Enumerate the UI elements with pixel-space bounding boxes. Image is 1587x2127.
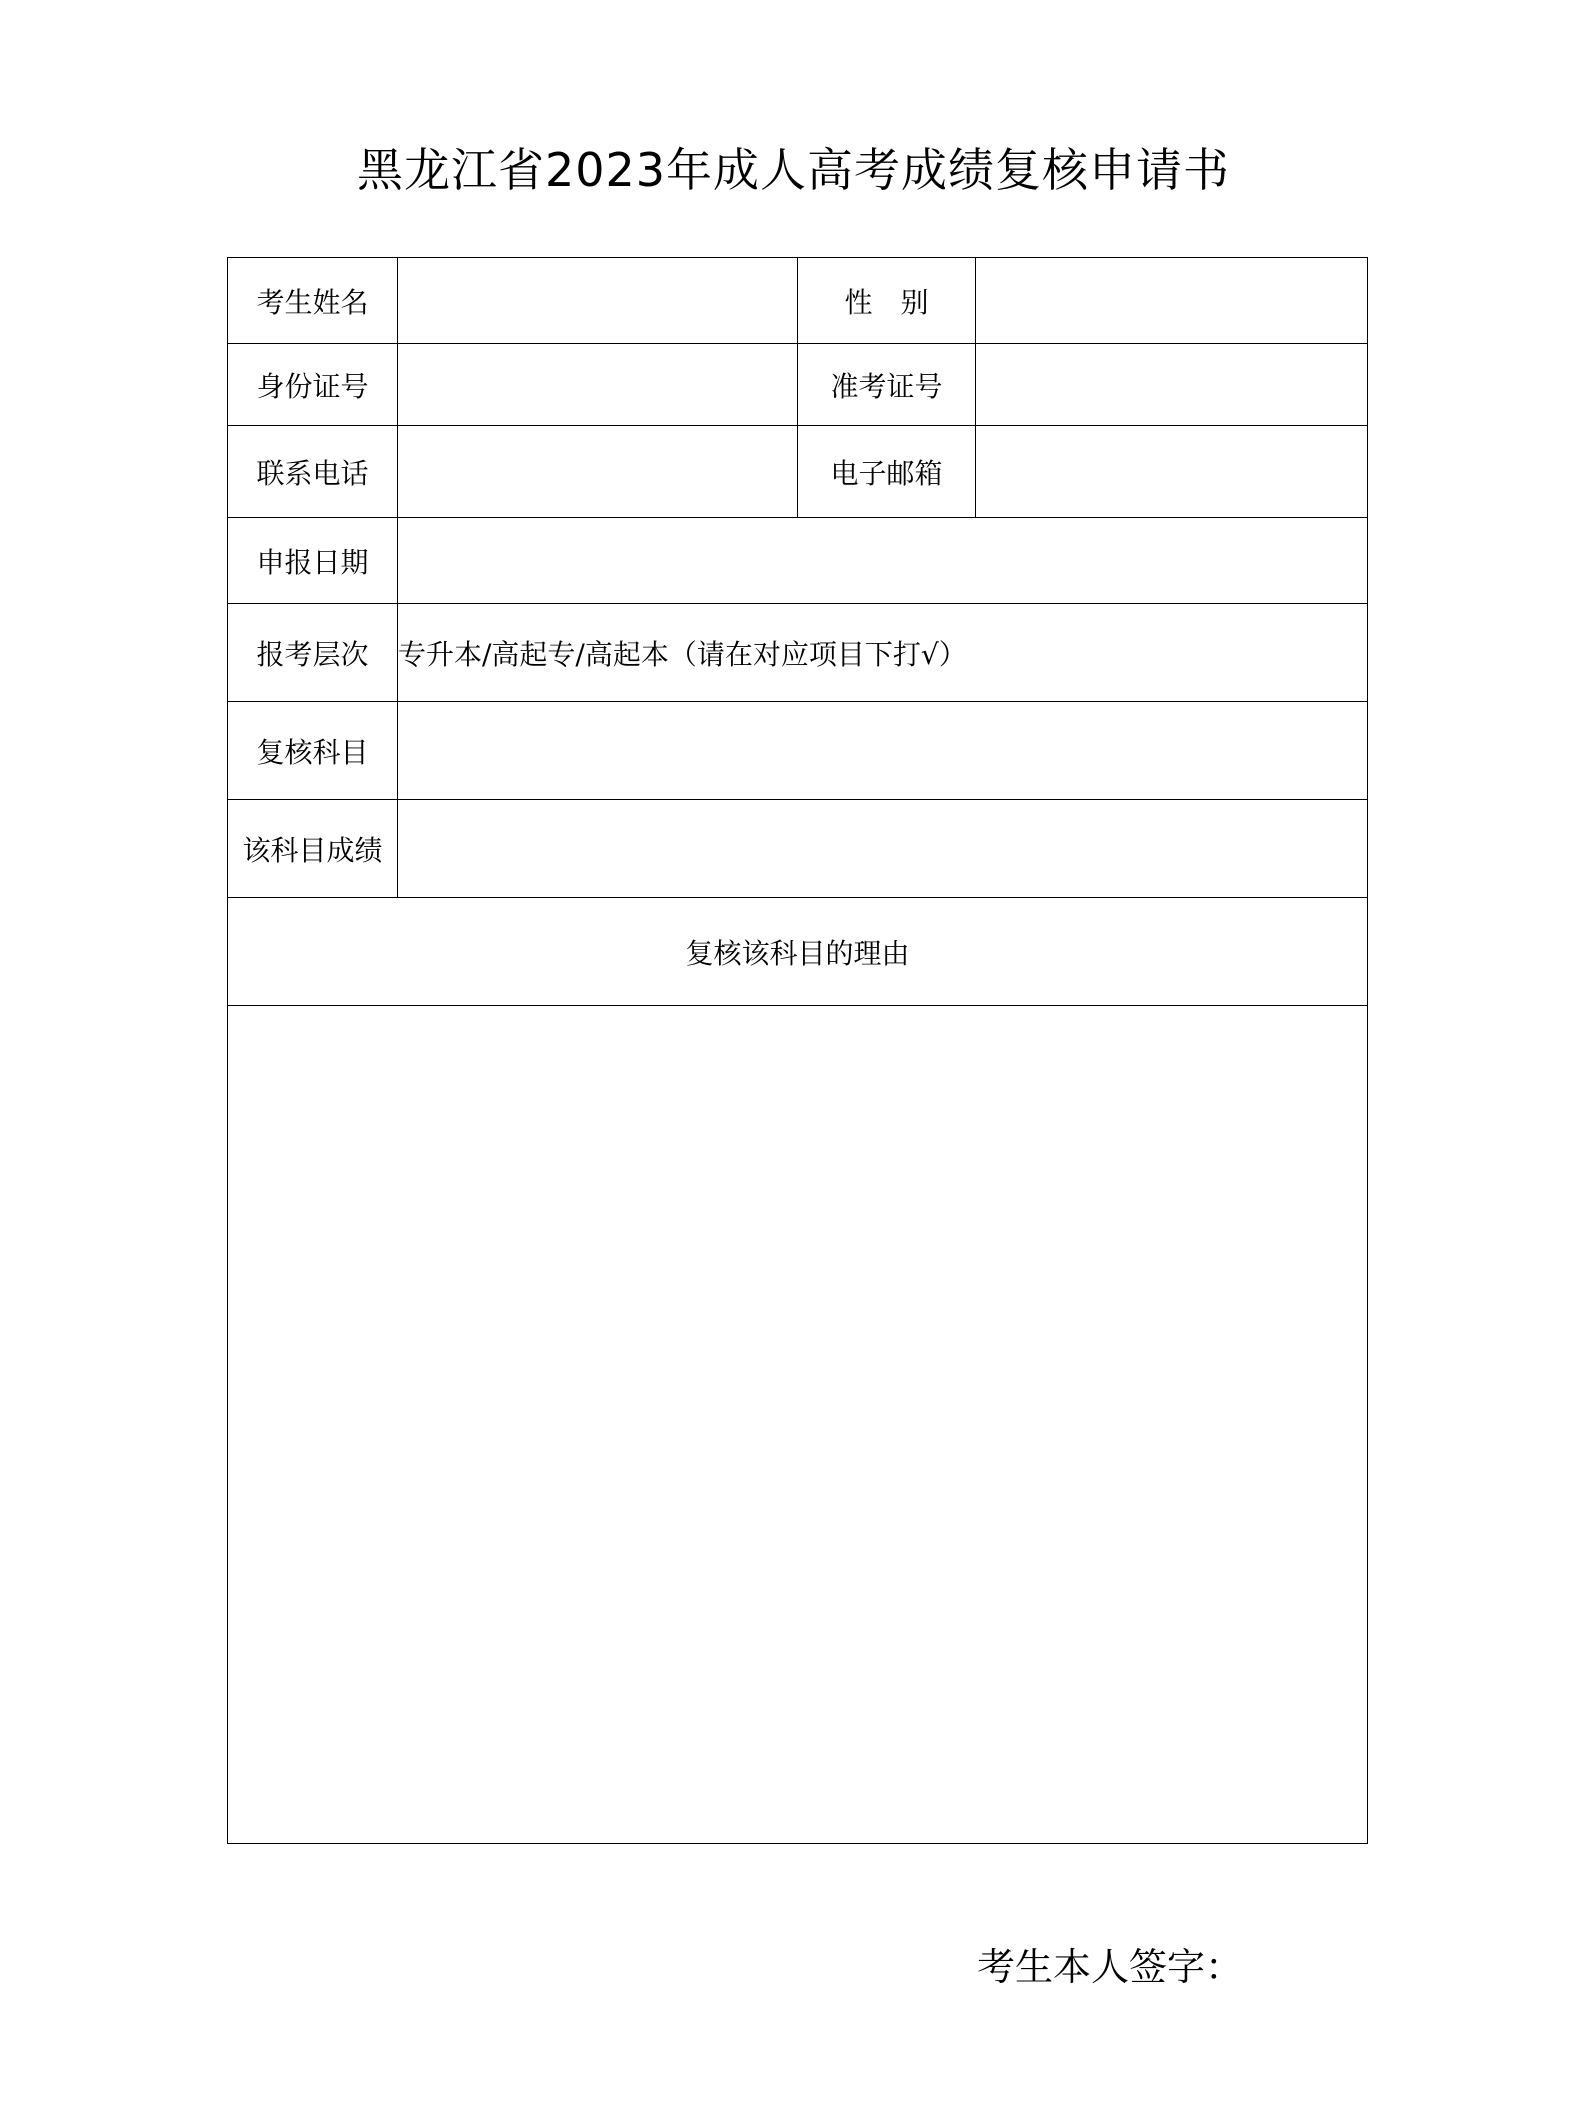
form-row-level xyxy=(228,604,1368,702)
id-number-field[interactable] xyxy=(398,344,798,426)
form-row-phone-email xyxy=(228,426,1368,518)
candidate-signature-label: 考生本人签字： xyxy=(977,1945,1244,1989)
admission-ticket-label: 准考证号 xyxy=(798,344,976,426)
id-number-label: 身份证号 xyxy=(228,344,398,426)
name-label: 考生姓名 xyxy=(228,258,398,344)
phone-label: 联系电话 xyxy=(228,426,398,518)
email-label: 电子邮箱 xyxy=(798,426,976,518)
email-field[interactable] xyxy=(976,426,1368,518)
form-row-reason-body xyxy=(228,1006,1368,1844)
form-row-reason-header xyxy=(228,898,1368,1006)
subject-score-field[interactable] xyxy=(398,800,1368,898)
review-subject-field[interactable] xyxy=(398,702,1368,800)
exam-level-options[interactable]: 专升本/高起专/高起本（请在对应项目下打√） xyxy=(398,604,1368,702)
review-subject-label: 复核科目 xyxy=(228,702,398,800)
gender-field[interactable] xyxy=(976,258,1368,344)
gender-label: 性 别 xyxy=(798,258,976,344)
application-date-label: 申报日期 xyxy=(228,518,398,604)
form-row-score xyxy=(228,800,1368,898)
exam-level-label: 报考层次 xyxy=(228,604,398,702)
review-reason-field[interactable] xyxy=(228,1006,1368,1844)
subject-score-label: 该科目成绩 xyxy=(228,800,398,898)
application-form-table xyxy=(227,257,1368,1844)
name-field[interactable] xyxy=(398,258,798,344)
page-title: 黑龙江省2023年成人高考成绩复核申请书 xyxy=(356,143,1231,197)
form-row-id-ticket xyxy=(228,344,1368,426)
phone-field[interactable] xyxy=(398,426,798,518)
form-row-date xyxy=(228,518,1368,604)
form-row-subject xyxy=(228,702,1368,800)
admission-ticket-field[interactable] xyxy=(976,344,1368,426)
review-reason-label: 复核该科目的理由 xyxy=(228,898,1368,1006)
application-date-field[interactable] xyxy=(398,518,1368,604)
form-row-name-gender xyxy=(228,258,1368,344)
